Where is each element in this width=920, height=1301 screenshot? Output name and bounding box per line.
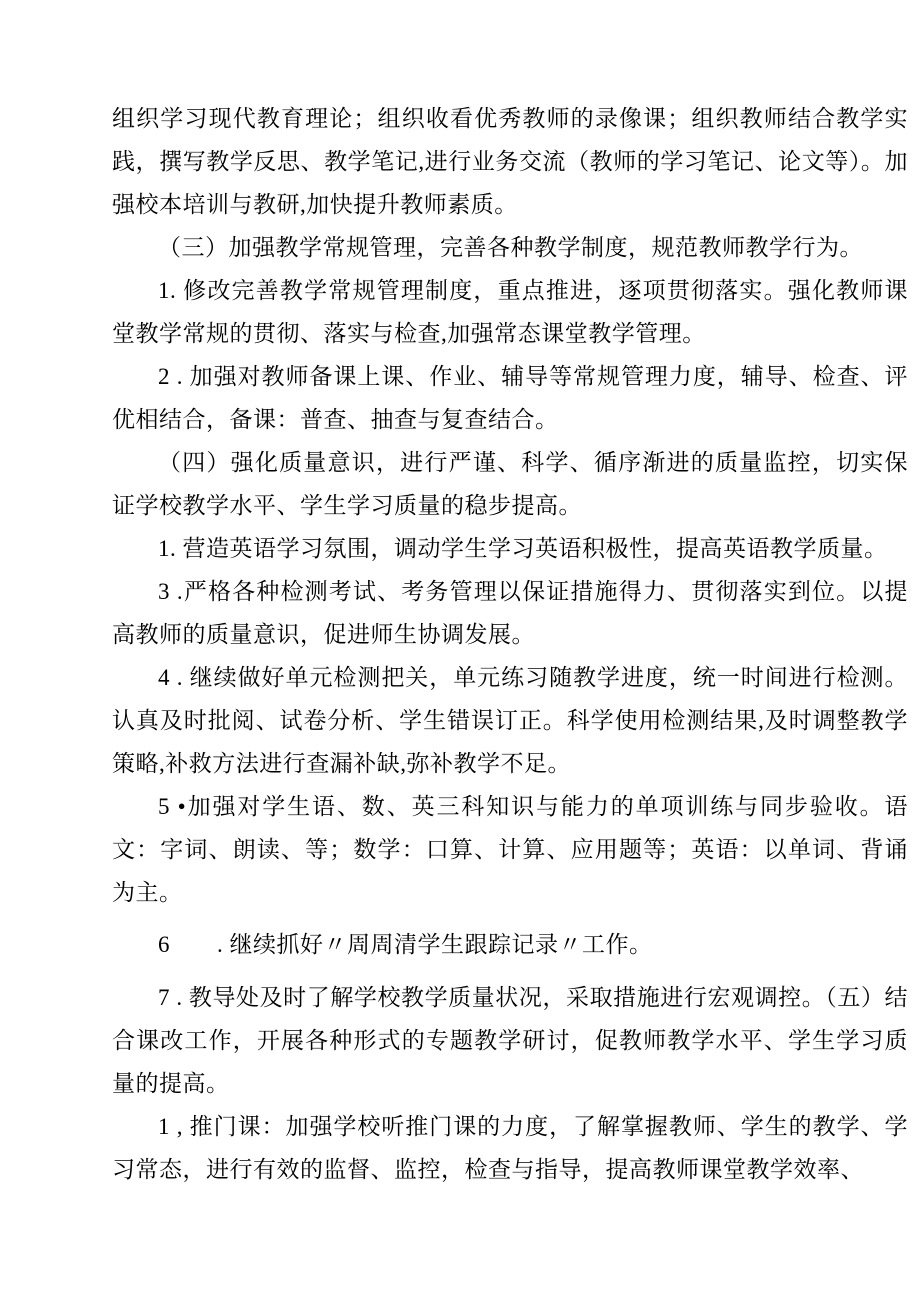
- document-body: [112, 97, 908, 1191]
- paragraph-12: 1 , 推门课：加强学校听推门课的力度，了解掌握教师、学生的教学、学习常态，进行有效的监督、监控，检查与指导，提高教师课堂教学效率、: [112, 1114, 908, 1182]
- paragraph-5: （四）强化质量意识，进行严谨、科学、循序渐进的质量监控，切实保证学校教学水平、学生学习质量的稳步提高。: [112, 450, 908, 518]
- paragraph-9: 5 •加强对学生语、数、英三科知识与能力的单项训练与同步验收。语文：字词、朗读、等；数学：口算、计算、应用题等；英语：以单词、背诵为主。: [112, 794, 908, 905]
- paragraph-8: 4 . 继续做好单元检测把关，单元练习随教学进度，统一时间进行检测。认真及时批阅、试卷分析、学生错误订正。科学使用检测结果,及时调整教学策略,补救方法进行查漏补缺,弥补教学不足。: [112, 665, 908, 776]
- paragraph-6: 1. 营造英语学习氛围，调动学生学习英语积极性，提高英语教学质量。: [158, 536, 888, 561]
- paragraph-7: 3 .严格各种检测考试、考务管理以保证措施得力、贯彻落实到位。以提高教师的质量意识，促进师生协调发展。: [112, 579, 908, 647]
- paragraph-11: 7 . 教导处及时了解学校教学质量状况，采取措施进行宏观调控。（五）结合课改工作，开展各种形式的专题教学研讨，促教师教学水平、学生学习质量的提高。: [112, 985, 908, 1096]
- paragraph-2: （三）加强教学常规管理，完善各种教学制度，规范教师教学行为。: [158, 235, 863, 260]
- paragraph-10: 6 . 继续抓好〃周周清学生跟踪记录〃工作。: [158, 932, 653, 957]
- paragraph-3: 1. 修改完善教学常规管理制度，重点推进，逐项贯彻落实。强化教师课堂教学常规的贯彻、落实与检查,加强常态课堂教学管理。: [112, 278, 908, 346]
- paragraph-1: 组织学习现代教育理论；组织收看优秀教师的录像课；组织教师结合教学实践，撰写教学反思、教学笔记,进行业务交流（教师的学习笔记、论文等）。加强校本培训与教研,加快提升教师素质。: [112, 106, 908, 217]
- paragraph-4: 2 . 加强对教师备课上课、作业、辅导等常规管理力度，辅导、检查、评优相结合，备课：普查、抽查与复查结合。: [112, 364, 908, 432]
